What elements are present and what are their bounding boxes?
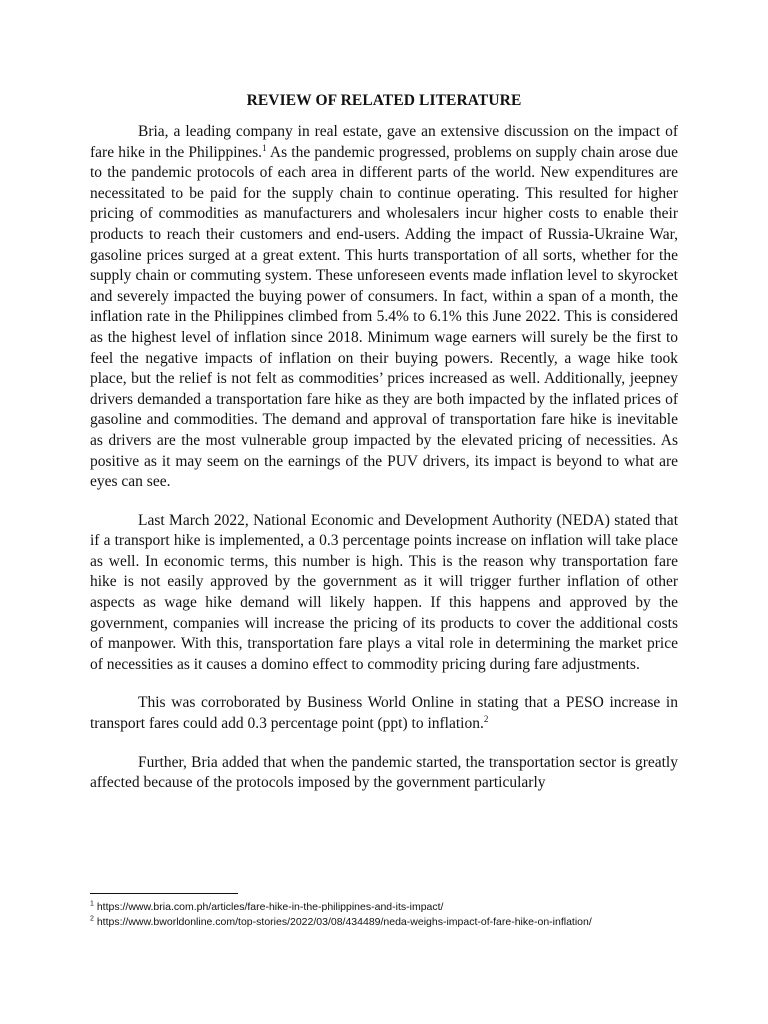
paragraph-1-text-cont: As the pandemic progressed, problems on supply chain arose due to the pandemic protocols of each area in different parts of the world. New expenditures are necessitated to be paid for the supply chain to continue operating. This resulted for higher pricing of commodities as manufacturers and wholesalers incur higher costs to enable their products to reach their customers and end-users. Adding the impact of Russia-Ukraine War, gasoline prices surged at a great extent. This hurts transportation of all sorts, whether for the supply chain or commuting system. These unforeseen events made inflation level to skyrocket and severely impacted the buying power of consumers. In fact, within a span of a month, the inflation rate in the Philippines climbed from 5.4% to 6.1% this June 2022. This is considered as the highest level of inflation since 2018. Minimum wage earners will surely be the first to feel the negative impacts of inflation on their buying powers. Recently, a wage hike took place, but the relief is not felt as commodities’ prices increased as well. Additionally, jeepney drivers demanded a transportation fare hike as they are both impacted by the inflated prices of gasoline and commodities. The demand and approval of transportation fare hike is inevitable as drivers are the most vulnerable group impacted by the elevated pricing of necessities. As positive as it may seem on the earnings of the PUV drivers, its impact is beyond to what are eyes can see.	[90, 143, 678, 491]
footnote-2-link[interactable]: https://www.bworldonline.com/top-stories/2022/03/08/434489/neda-weighs-impact-of-fare-hike-on-inflation/	[96, 916, 592, 928]
paragraph-1-text: Bria, a leading company in real estate, gave an extensive discussion on the impact of fare hike in the Philippines.	[90, 123, 678, 161]
paragraph-1	[90, 122, 678, 493]
footnote-rule	[90, 893, 238, 894]
footnote-ref-2[interactable]: 2	[483, 713, 489, 724]
document-title: REVIEW OF RELATED LITERATURE	[246, 92, 522, 109]
footnotes	[90, 893, 678, 930]
paragraph-3-text: This was corroborated by Business World Online in stating that a PESO increase in transport fares could add 0.3 percentage point (ppt) to inflation.	[90, 694, 678, 733]
footnote-number-1: 1	[90, 900, 94, 908]
paragraph-4	[90, 753, 678, 794]
footnote-1	[90, 900, 678, 915]
paragraph-2-text: Last March 2022, National Economic and Development Authority (NEDA) stated that if a transport hike is implemented, a 0.3 percentage points increase on inflation will take place as well. In economic terms, this number is high. This is the reason why transportation fare hike is not easily approved by the government as it will trigger further inflation of other aspects as wage hike demand will likely happen. If this happens and approved by the government, companies will increase the pricing of its products to cover the additional costs of manpower. With this, transportation fare plays a vital role in determining the market price of necessities as it causes a domino effect to commodity pricing during fare adjustments.	[90, 511, 678, 673]
paragraph-3	[90, 693, 678, 734]
paragraph-2	[90, 511, 678, 676]
paragraph-4-text: Further, Bria added that when the pandemic started, the transportation sector is greatly affected because of the protocols imposed by the government particularly	[90, 753, 678, 792]
footnote-ref-1[interactable]: 1	[262, 142, 267, 153]
footnote-number-2: 2	[90, 915, 94, 923]
footnote-1-link[interactable]: https://www.bria.com.ph/articles/fare-hike-in-the-philippines-and-its-impact/	[96, 901, 444, 913]
footnote-2	[90, 915, 678, 930]
